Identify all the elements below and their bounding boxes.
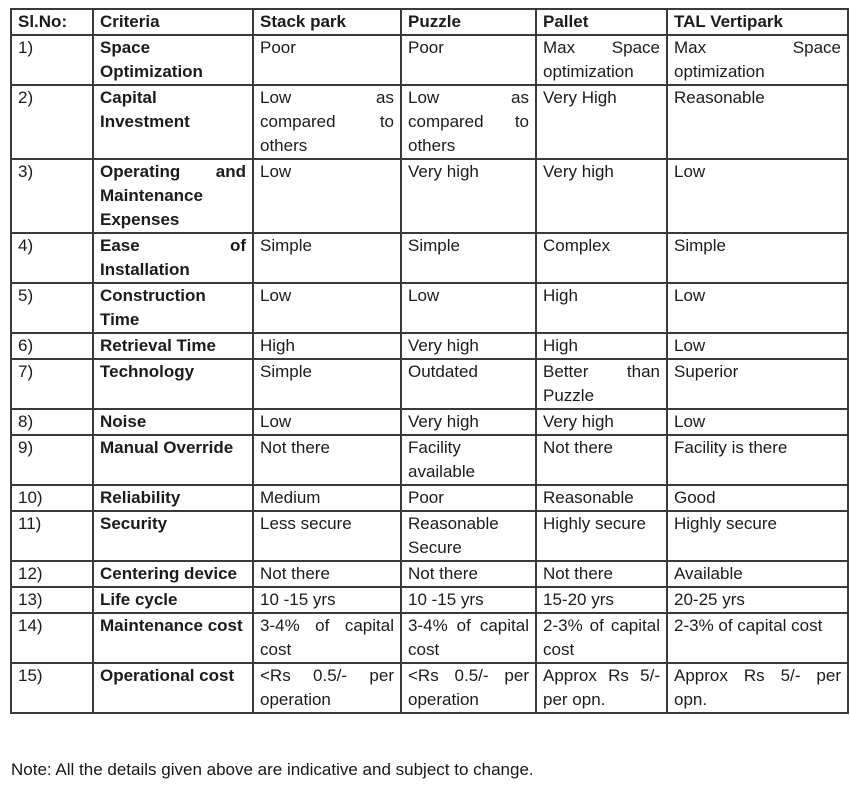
puzzle-cell: Low [401,283,536,333]
pallet-cell: 2-3% of capital cost [536,613,667,663]
table-row [11,233,848,283]
criteria-cell: Operational cost [93,663,253,713]
criteria-cell: Security [93,511,253,561]
puzzle-cell: 10 -15 yrs [401,587,536,613]
stack-park-cell: Less secure [253,511,401,561]
row-number-cell: 9) [11,435,93,485]
tal-vertipark-cell: Max Space optimization [667,35,848,85]
pallet-cell: 15-20 yrs [536,587,667,613]
row-number-cell: 15) [11,663,93,713]
row-number-cell: 10) [11,485,93,511]
tal-vertipark-cell: Low [667,283,848,333]
column-header-slno: Sl.No: [11,9,93,35]
stack-park-cell: 10 -15 yrs [253,587,401,613]
stack-park-cell: Not there [253,435,401,485]
puzzle-cell: Very high [401,409,536,435]
puzzle-cell: <Rs 0.5/- per operation [401,663,536,713]
tal-vertipark-cell: Available [667,561,848,587]
table-row [11,435,848,485]
stack-park-cell: Low [253,159,401,233]
pallet-cell: Highly secure [536,511,667,561]
puzzle-cell: 3-4% of capital cost [401,613,536,663]
table-row [11,85,848,159]
table-row [11,663,848,713]
criteria-cell: Manual Override [93,435,253,485]
tal-vertipark-cell: Low [667,409,848,435]
pallet-cell: High [536,283,667,333]
row-number-cell: 5) [11,283,93,333]
row-number-cell: 7) [11,359,93,409]
puzzle-cell: Low as compared to others [401,85,536,159]
pallet-cell: Very high [536,159,667,233]
tal-vertipark-cell: Facility is there [667,435,848,485]
puzzle-cell: Facility available [401,435,536,485]
row-number-cell: 2) [11,85,93,159]
pallet-cell: Approx Rs 5/- per opn. [536,663,667,713]
tal-vertipark-cell: Low [667,333,848,359]
column-header-tal-vertipark: TAL Vertipark [667,9,848,35]
pallet-cell: Better than Puzzle [536,359,667,409]
tal-vertipark-cell: Simple [667,233,848,283]
row-number-cell: 8) [11,409,93,435]
criteria-cell: Noise [93,409,253,435]
tal-vertipark-cell: Approx Rs 5/- per opn. [667,663,848,713]
pallet-cell: Not there [536,561,667,587]
stack-park-cell: Low as compared to others [253,85,401,159]
puzzle-cell: Poor [401,485,536,511]
table-row [11,35,848,85]
table-row [11,485,848,511]
criteria-cell: Maintenance cost [93,613,253,663]
row-number-cell: 3) [11,159,93,233]
pallet-cell: Reasonable [536,485,667,511]
stack-park-cell: Low [253,283,401,333]
criteria-cell: Technology [93,359,253,409]
note-text: Note: All the details given above are indicative and subject to change. [11,760,534,779]
stack-park-cell: 3-4% of capital cost [253,613,401,663]
row-number-cell: 1) [11,35,93,85]
puzzle-cell: Poor [401,35,536,85]
row-number-cell: 12) [11,561,93,587]
row-number-cell: 14) [11,613,93,663]
criteria-cell: Centering device [93,561,253,587]
criteria-cell: Retrieval Time [93,333,253,359]
table-row [11,283,848,333]
pallet-cell: Very High [536,85,667,159]
stack-park-cell: Simple [253,233,401,283]
table-row [11,613,848,663]
tal-vertipark-cell: Good [667,485,848,511]
stack-park-cell: High [253,333,401,359]
stack-park-cell: Poor [253,35,401,85]
row-number-cell: 4) [11,233,93,283]
table-header-row [11,9,848,35]
pallet-cell: Not there [536,435,667,485]
puzzle-cell: Reasonable Secure [401,511,536,561]
tal-vertipark-cell: 2-3% of capital cost [667,613,848,663]
table-row [11,333,848,359]
tal-vertipark-cell: Low [667,159,848,233]
column-header-puzzle: Puzzle [401,9,536,35]
criteria-cell: Operating and Maintenance Expenses [93,159,253,233]
criteria-cell: Construction Time [93,283,253,333]
pallet-cell: Very high [536,409,667,435]
criteria-cell: Reliability [93,485,253,511]
tal-vertipark-cell: Superior [667,359,848,409]
criteria-cell: Capital Investment [93,85,253,159]
stack-park-cell: Low [253,409,401,435]
table-row [11,587,848,613]
criteria-cell: Space Optimization [93,35,253,85]
tal-vertipark-cell: Reasonable [667,85,848,159]
row-number-cell: 11) [11,511,93,561]
table-row [11,359,848,409]
row-number-cell: 6) [11,333,93,359]
pallet-cell: High [536,333,667,359]
puzzle-cell: Simple [401,233,536,283]
criteria-cell: Life cycle [93,587,253,613]
column-header-criteria: Criteria [93,9,253,35]
puzzle-cell: Very high [401,159,536,233]
stack-park-cell: Medium [253,485,401,511]
puzzle-cell: Outdated [401,359,536,409]
tal-vertipark-cell: Highly secure [667,511,848,561]
pallet-cell: Max Space optimization [536,35,667,85]
puzzle-cell: Very high [401,333,536,359]
stack-park-cell: <Rs 0.5/- per operation [253,663,401,713]
stack-park-cell: Not there [253,561,401,587]
stack-park-cell: Simple [253,359,401,409]
row-number-cell: 13) [11,587,93,613]
table-row [11,159,848,233]
table-row [11,561,848,587]
table-row [11,511,848,561]
column-header-pallet: Pallet [536,9,667,35]
comparison-table [10,8,849,714]
pallet-cell: Complex [536,233,667,283]
column-header-stack-park: Stack park [253,9,401,35]
tal-vertipark-cell: 20-25 yrs [667,587,848,613]
puzzle-cell: Not there [401,561,536,587]
table-row [11,409,848,435]
criteria-cell: Ease of Installation [93,233,253,283]
